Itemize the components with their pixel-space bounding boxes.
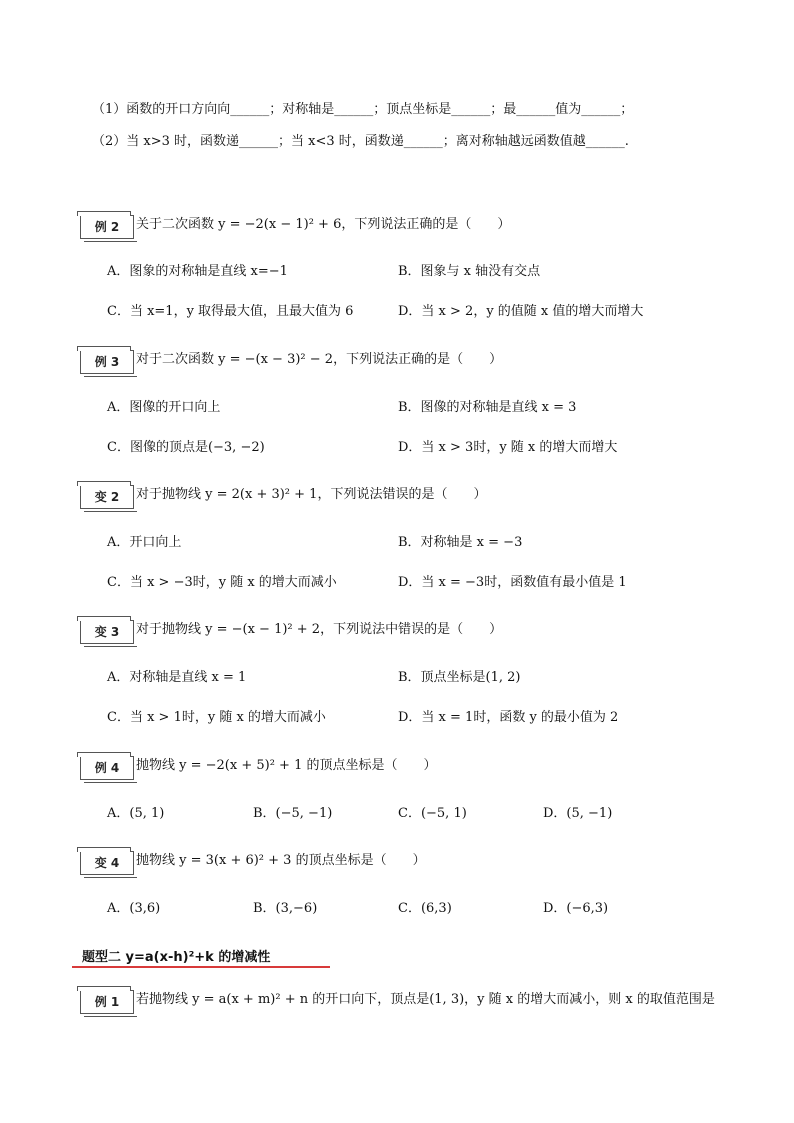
option-c: C．(−5, 1) (398, 806, 467, 821)
option-a: A．(3,6) (107, 901, 161, 916)
problem-tag: 例 4 (94, 761, 120, 775)
problem-tag-box (80, 756, 134, 780)
option-b: B．图像的对称轴是直线 x = 3 (398, 400, 577, 415)
problem-question: 关于二次函数 y = −2(x − 1)² + 6，下列说法正确的是（ ） (136, 217, 511, 232)
option-d: D．当 x > 2，y 的值随 x 值的增大而增大 (398, 304, 644, 319)
option-a: A．图象的对称轴是直线 x=−1 (107, 264, 288, 279)
option-d: D．当 x > 3时，y 随 x 的增大而增大 (398, 440, 618, 455)
option-a: A．对称轴是直线 x = 1 (107, 670, 247, 685)
problem-question: 对于抛物线 y = 2(x + 3)² + 1，下列说法错误的是（ ） (136, 487, 487, 502)
problem-tag-box (80, 990, 134, 1014)
problem-question: 若抛物线 y = a(x + m)² + n 的开口向下，顶点是(1, 3)，y 随 x 的增大而减小，则 x 的取值范围是 (136, 992, 715, 1007)
option-d: D．(5, −1) (543, 806, 613, 821)
problem-tag: 变 3 (94, 625, 120, 639)
option-d: D．当 x = 1时，函数 y 的最小值为 2 (398, 710, 619, 725)
problem-tag: 变 4 (94, 856, 120, 870)
problem-tag: 例 2 (94, 220, 120, 234)
option-b: B．顶点坐标是(1, 2) (398, 670, 521, 685)
problem-tag-box (80, 215, 134, 239)
option-d: D．(−6,3) (543, 901, 609, 916)
intro-line-1: （1）函数的开口方向向______；对称轴是______；顶点坐标是______；最______值为______； (92, 102, 634, 117)
option-c: C．当 x > −3时，y 随 x 的增大而减小 (107, 575, 337, 590)
option-b: B．(−5, −1) (253, 806, 333, 821)
option-a: A．图像的开口向上 (107, 400, 221, 415)
problem-question: 抛物线 y = 3(x + 6)² + 3 的顶点坐标是（ ） (136, 853, 426, 868)
section-title: 题型二 y=a(x-h)²+k 的增减性 (82, 950, 271, 965)
option-b: B．图象与 x 轴没有交点 (398, 264, 541, 279)
problem-question: 抛物线 y = −2(x + 5)² + 1 的顶点坐标是（ ） (136, 758, 437, 773)
problem-question: 对于抛物线 y = −(x − 1)² + 2，下列说法中错误的是（ ） (136, 622, 503, 637)
problem-tag: 例 3 (94, 355, 120, 369)
section-underline (72, 966, 330, 968)
problem-tag-box (80, 620, 134, 644)
option-a: A．(5, 1) (107, 806, 165, 821)
option-a: A．开口向上 (107, 535, 182, 550)
option-b: B．(3,−6) (253, 901, 318, 916)
intro-line-2: （2）当 x>3 时，函数递______；当 x<3 时，函数递______；离对称轴越远函数值越______. (92, 134, 629, 149)
option-c: C．图像的顶点是(−3, −2) (107, 440, 265, 455)
problem-tag: 例 1 (94, 995, 120, 1009)
option-c: C．当 x > 1时，y 随 x 的增大而减小 (107, 710, 326, 725)
option-b: B．对称轴是 x = −3 (398, 535, 523, 550)
problem-tag-box (80, 485, 134, 509)
problem-tag: 变 2 (94, 490, 120, 504)
problem-question: 对于二次函数 y = −(x − 3)² − 2，下列说法正确的是（ ） (136, 352, 503, 367)
option-c: C．当 x=1，y 取得最大值，且最大值为 6 (107, 304, 354, 319)
option-c: C．(6,3) (398, 901, 452, 916)
option-d: D．当 x = −3时，函数值有最小值是 1 (398, 575, 627, 590)
problem-tag-box (80, 851, 134, 875)
problem-tag-box (80, 350, 134, 374)
